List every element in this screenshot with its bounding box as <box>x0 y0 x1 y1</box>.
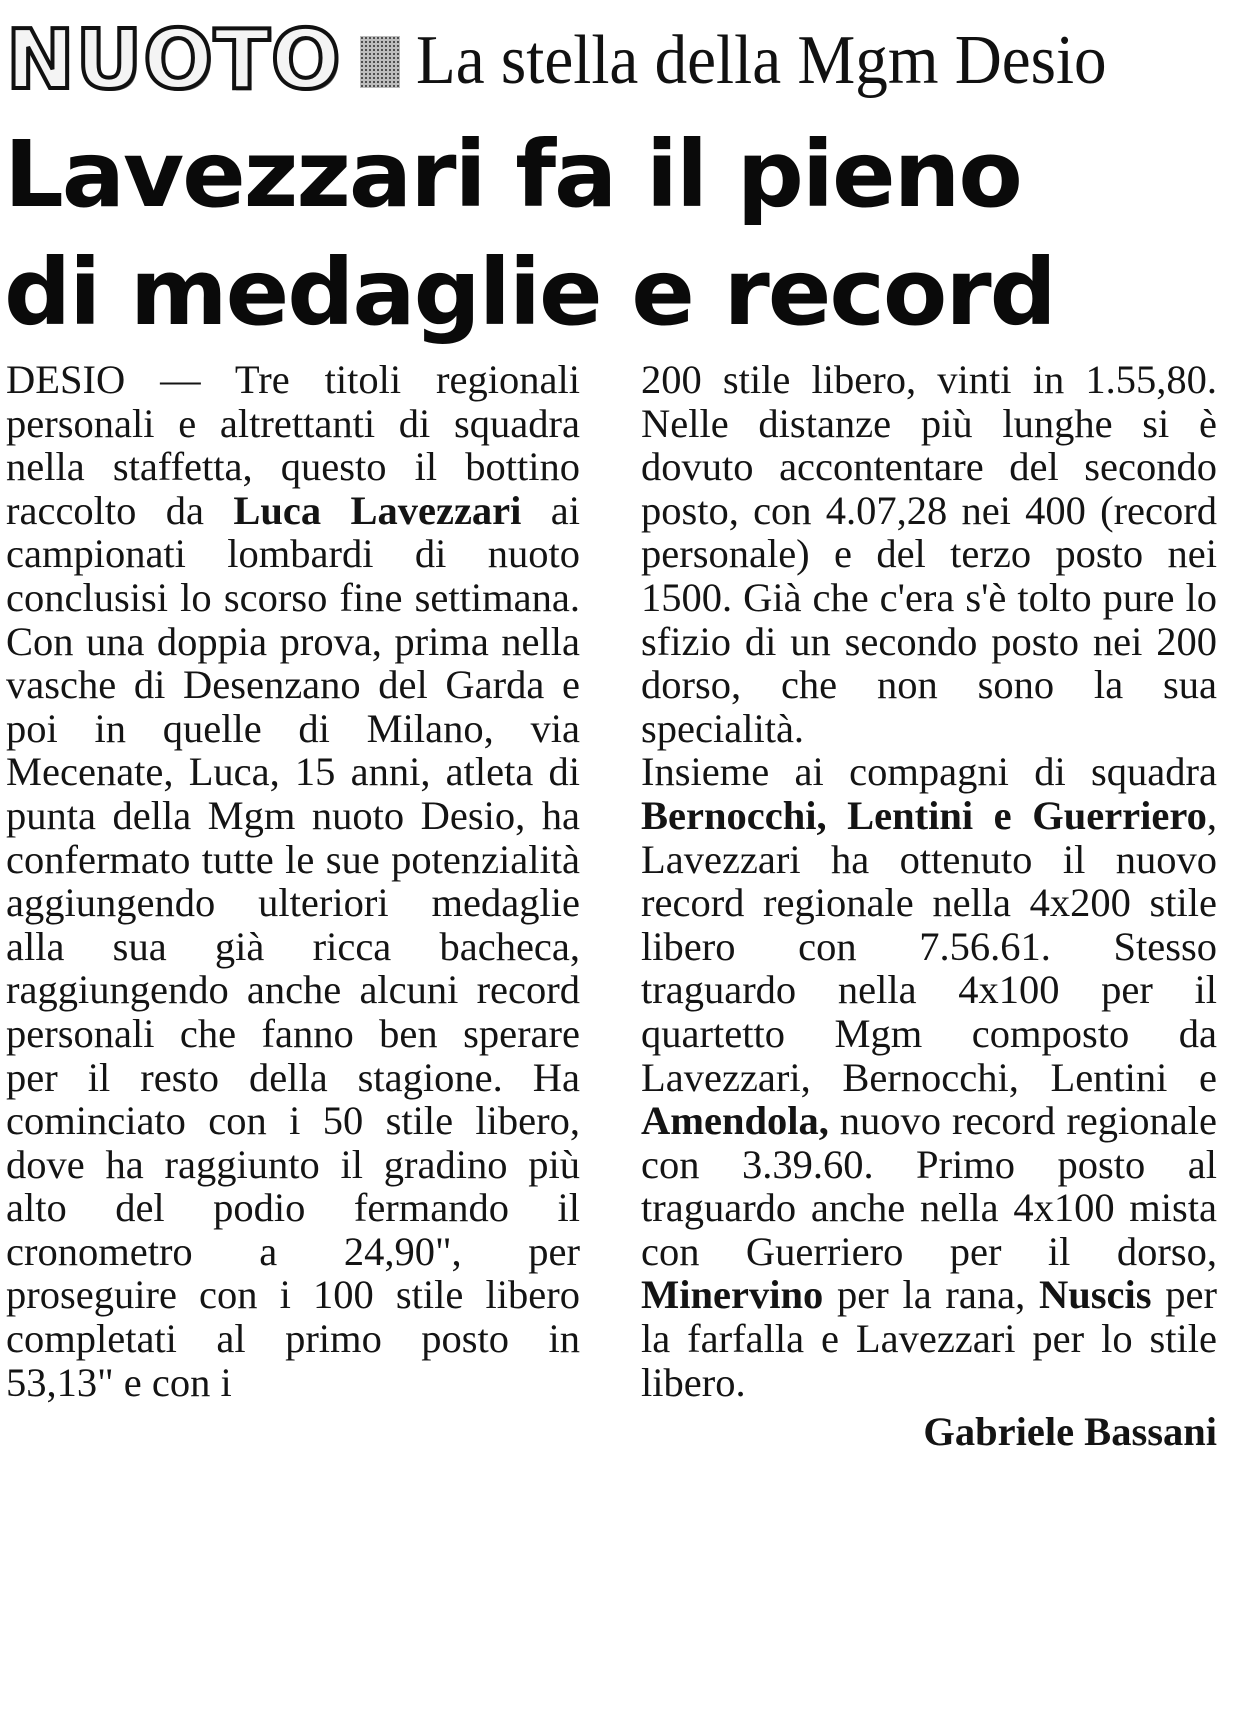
athlete-name: Luca Lavezzari <box>233 487 522 533</box>
body-text: Insieme ai compagni di squadra <box>641 749 1217 795</box>
article-paragraph <box>641 750 1217 1404</box>
kicker-subtitle: La stella della Mgm Desio <box>415 22 1107 99</box>
byline: Gabriele Bassani <box>923 1409 1217 1455</box>
headline <box>4 116 1251 352</box>
body-text: nuovo record regionale con 3.39.60. Primo posto al traguardo anche nella 4x100 mista con Guerriero per il dorso, <box>641 1098 1217 1274</box>
article-column-left <box>6 358 580 1658</box>
body-text: ai campionati lombardi di nuoto conclusisi lo scorso fine settimana. Con una doppia prova, prima nella vasche di Desenzano del Garda e poi in quelle di Milano, via Mecenate, Luca, 15 anni, atleta di punta della Mgm nuoto Desio, ha confermato tutte le sue potenzialità aggiungendo ulteriori medaglie alla sua già ricca bacheca, raggiungendo anche alcuni record personali che fanno ben sperare per il resto della stagione. Ha cominciato con i 50 stile libero, dove ha raggiunto il gradino più alto del podio fermando il cronometro a 24,90", per proseguire con i 100 stile libero completati al primo posto in 53,13" e con i <box>6 487 580 1405</box>
teammate-name: Amendola, <box>641 1098 829 1144</box>
body-text: , Lavezzari ha ottenuto il nuovo record regionale nella 4x200 stile libero con 7.56.61. Stesso traguardo nella 4x100 per il quartetto Mgm composto da Lavezzari, Bernocchi, Lentini e <box>641 792 1217 1100</box>
teammate-name: Nuscis <box>1039 1272 1152 1318</box>
kicker <box>6 6 1158 116</box>
article-column-right <box>641 358 1217 1658</box>
section-label: NUOTO <box>6 13 342 108</box>
article-paragraph <box>6 358 580 1404</box>
halftone-square-icon <box>360 36 400 88</box>
headline-line-2: di medaglie e record <box>4 239 1055 346</box>
article-paragraph <box>641 358 1217 750</box>
body-text: DESIO — Tre titoli regionali personali e altrettanti di squadra nella staffetta, questo il bottino raccolto da <box>6 357 580 533</box>
body-text: per la rana, <box>823 1272 1039 1318</box>
body-text: per la farfalla e Lavezzari per lo stile libero. <box>641 1272 1217 1405</box>
headline-line-1: Lavezzari fa il pieno <box>4 121 1021 228</box>
teammate-name: Minervino <box>641 1272 824 1318</box>
teammates-names: Bernocchi, Lentini e Guerriero <box>641 792 1207 838</box>
body-text: 200 stile libero, vinti in 1.55,80. Nelle distanze più lunghe si è dovuto accontentare del secondo posto, con 4.07,28 nei 400 (record personale) e del terzo posto nei 1500. Già che c'era s'è tolto pure lo sfizio di un secondo posto nei 200 dorso, che non sono la sua specialità. <box>641 357 1217 751</box>
